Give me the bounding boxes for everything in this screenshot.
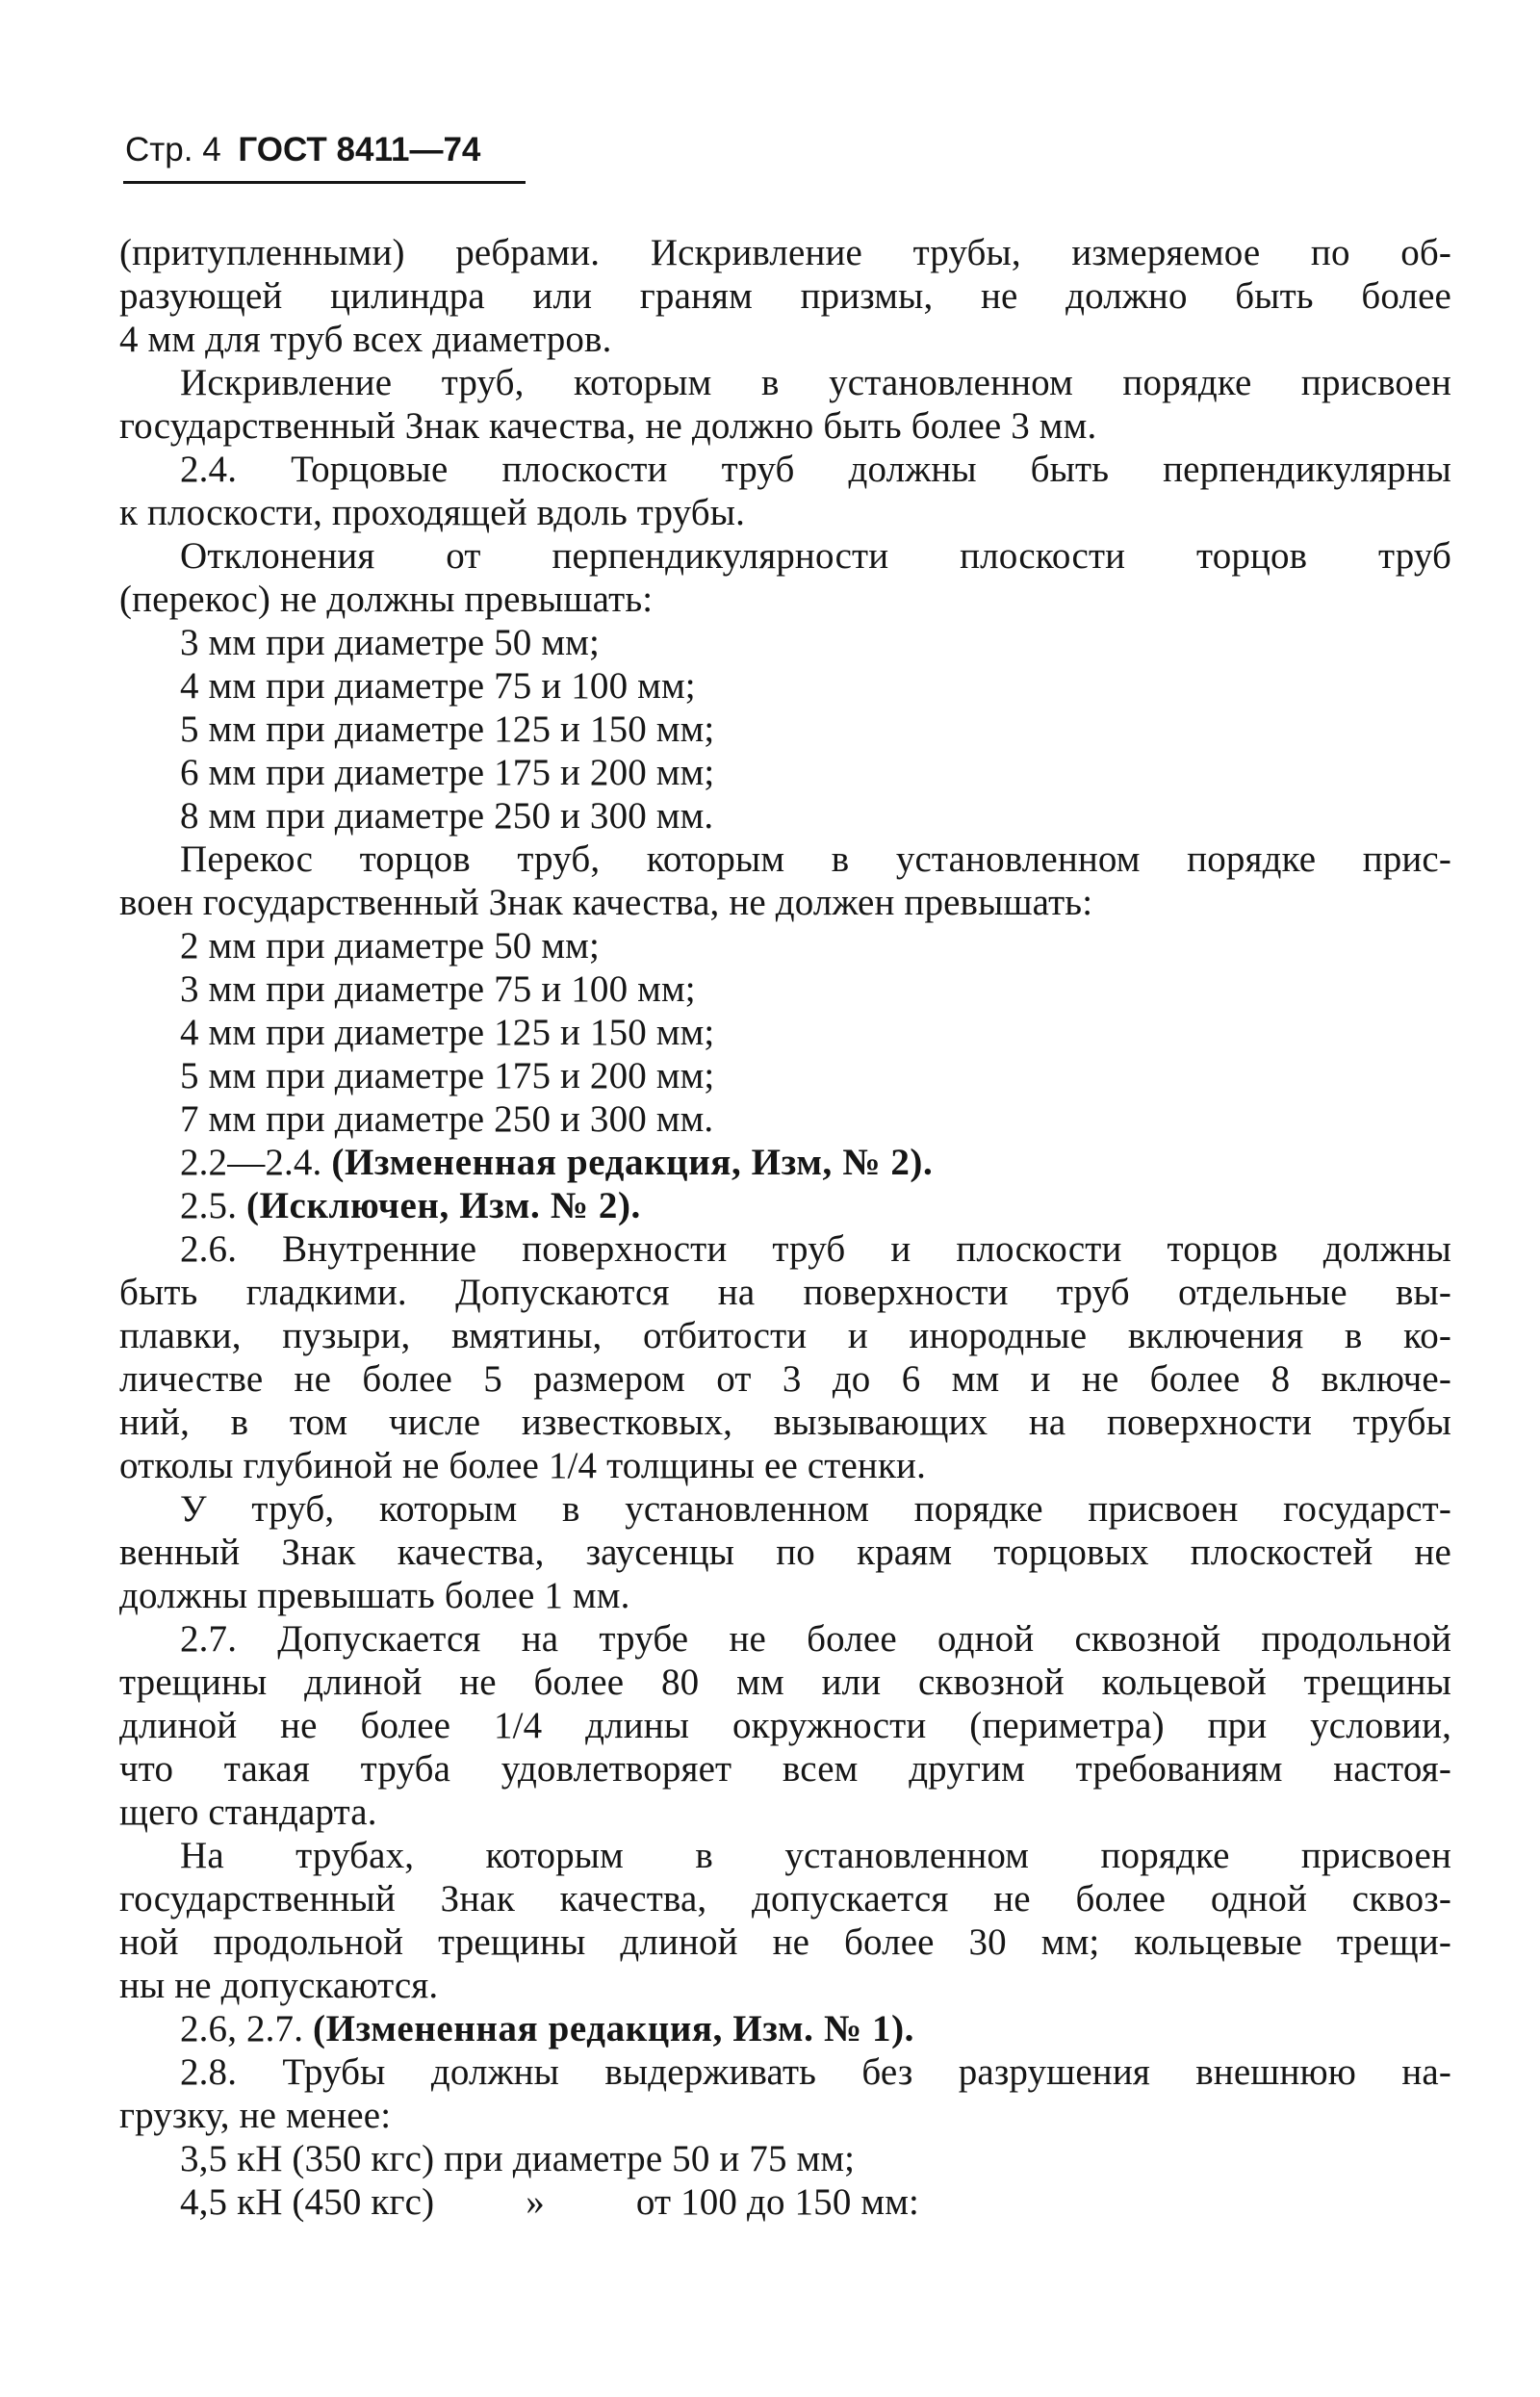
amendment-text: (Измененная редакция, Изм. № 1). [313, 2008, 915, 2049]
text-line: (перекос) не должны превышать: [119, 579, 654, 620]
text-line: ний, в том числе известковых, вызывающих на поверхности трубы [119, 1402, 1451, 1443]
list-item: 4 мм при диаметре 125 и 150 мм; [180, 1012, 715, 1053]
clause-2-6: 2.6. Внутренние поверхности труб и плоскости торцов должны [180, 1228, 1451, 1270]
list-item: 4 мм при диаметре 75 и 100 мм; [180, 665, 696, 707]
text-line: венный Знак качества, заусенцы по краям торцовых плоскостей не [119, 1532, 1451, 1573]
text-line: Отклонения от перпендикулярности плоскости торцов труб [180, 535, 1451, 577]
text-line: должны превышать более 1 мм. [119, 1575, 630, 1616]
text-line: длиной не более 1/4 длины окружности (периметра) при условии, [119, 1705, 1451, 1746]
list-item: 8 мм при диаметре 250 и 300 мм. [180, 795, 714, 837]
text-line: к плоскости, проходящей вдоль трубы. [119, 492, 745, 533]
text-line: 4 мм для труб всех диаметров. [119, 319, 612, 360]
list-item: 3 мм при диаметре 75 и 100 мм; [180, 968, 696, 1010]
text-line: Искривление труб, которым в установленном порядке присвоен [180, 362, 1451, 403]
text-line: что такая труба удовлетворяет всем другим требованиям настоя- [119, 1748, 1451, 1790]
amendment-note [119, 1184, 1451, 1227]
page-label: Стр. 4 [125, 131, 221, 168]
list-item: 3,5 кН (350 кгс) при диаметре 50 и 75 мм; [180, 2138, 856, 2179]
text-line: ны не допускаются. [119, 1965, 439, 2006]
text-line: грузку, не менее: [119, 2095, 392, 2136]
text-line: щего стандарта. [119, 1791, 377, 1833]
list-item [119, 2180, 1451, 2224]
text-line: быть гладкими. Допускаются на поверхности труб отдельные вы- [119, 1272, 1451, 1313]
standard-code: ГОСТ 8411—74 [238, 131, 481, 168]
clause-2-4: 2.4. Торцовые плоскости труб должны быть перпендикулярны [180, 449, 1451, 490]
load-value: 4,5 кН (450 кгс) [180, 2181, 435, 2223]
text-line: разующей цилиндра или граням призмы, не должно быть более [119, 275, 1451, 317]
text-line: государственный Знак качества, не должно быть более 3 мм. [119, 405, 1097, 447]
text-line: плавки, пузыри, вмятины, отбитости и инородные включения в ко- [119, 1315, 1451, 1356]
diameter-range: от 100 до 150 мм: [635, 2181, 920, 2223]
clause-2-8: 2.8. Трубы должны выдерживать без разрушения внешнюю на- [180, 2051, 1451, 2093]
text-line: государственный Знак качества, допускается не более одной сквоз- [119, 1878, 1451, 1920]
document-body [119, 231, 1451, 2224]
list-item: 7 мм при диаметре 250 и 300 мм. [180, 1098, 714, 1140]
header-rule [123, 181, 526, 184]
text-line: ной продольной трещины длиной не более 30 мм; кольцевые трещи- [119, 1921, 1451, 1963]
text-line: На трубах, которым в установленном порядке присвоен [180, 1835, 1451, 1876]
amendment-note [119, 2007, 1451, 2050]
text-line: воен государственный Знак качества, не должен превышать: [119, 882, 1093, 923]
running-header [125, 133, 480, 167]
list-item: 2 мм при диаметре 50 мм; [180, 925, 600, 967]
ditto-mark: » [526, 2181, 545, 2223]
amendment-note [119, 1141, 1451, 1184]
amendment-text: (Исключен, Изм. № 2). [246, 1185, 641, 1226]
clause-2-7: 2.7. Допускается на трубе не более одной сквозной продольной [180, 1618, 1451, 1660]
text-line: отколы глубиной не более 1/4 толщины ее стенки. [119, 1445, 926, 1486]
text-line: (притупленными) ребрами. Искривление трубы, измеряемое по об- [119, 232, 1451, 273]
text-line: трещины длиной не более 80 мм или сквозной кольцевой трещины [119, 1662, 1451, 1703]
clause-number: 2.2—2.4. [180, 1142, 322, 1183]
list-item: 5 мм при диаметре 175 и 200 мм; [180, 1055, 715, 1096]
list-item: 6 мм при диаметре 175 и 200 мм; [180, 752, 715, 793]
text-line: У труб, которым в установленном порядке присвоен государст- [180, 1488, 1451, 1530]
text-line: Перекос торцов труб, которым в установленном порядке прис- [180, 838, 1451, 880]
clause-number: 2.5. [180, 1185, 238, 1226]
list-item: 5 мм при диаметре 125 и 150 мм; [180, 709, 715, 750]
clause-number: 2.6, 2.7. [180, 2008, 304, 2049]
amendment-text: (Измененная редакция, Изм, № 2). [331, 1142, 934, 1183]
text-line: личестве не более 5 размером от 3 до 6 мм и не более 8 включе- [119, 1358, 1451, 1400]
list-item: 3 мм при диаметре 50 мм; [180, 622, 600, 663]
